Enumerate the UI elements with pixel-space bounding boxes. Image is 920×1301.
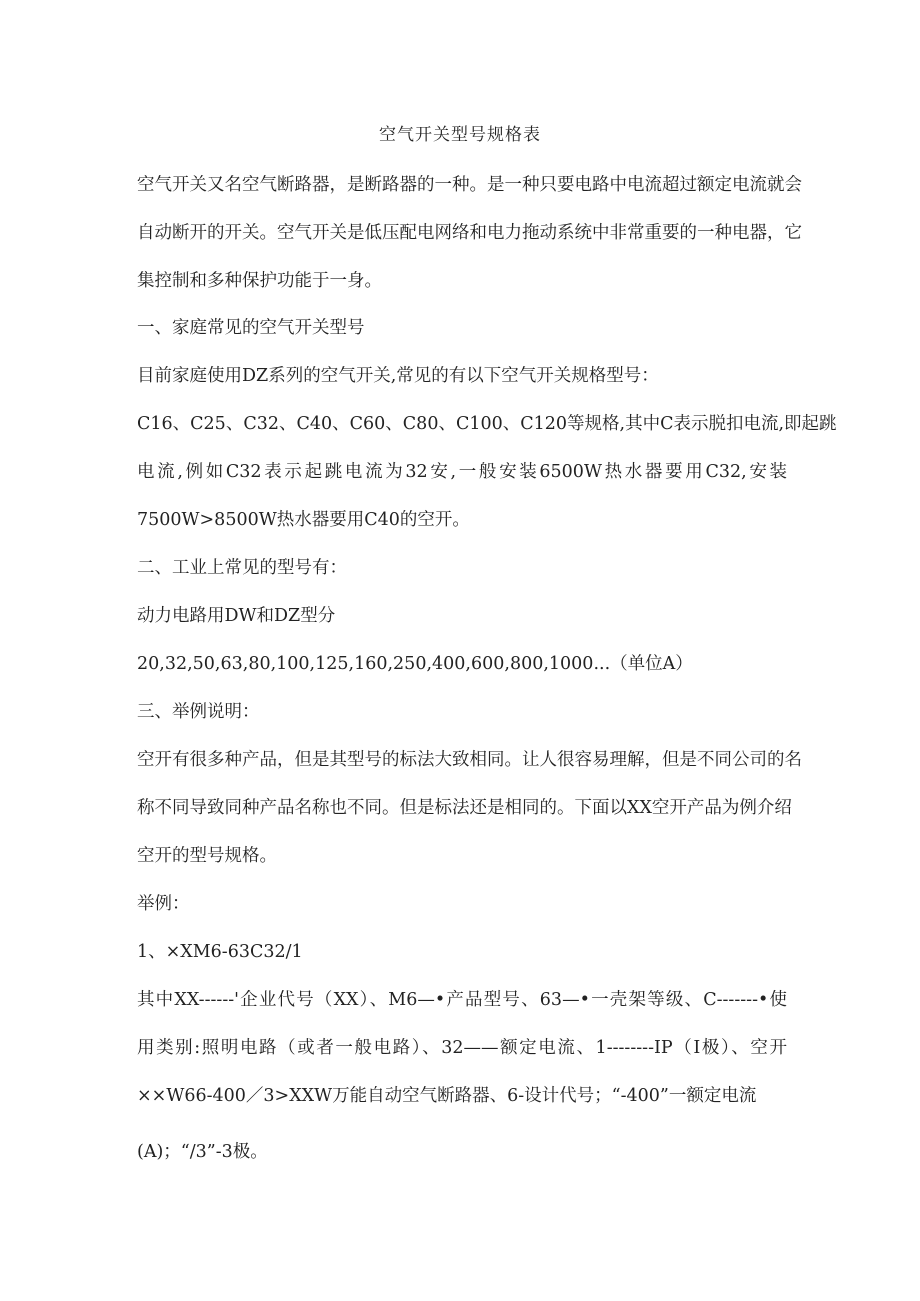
paragraph-line: C16、C25、C32、C40、C60、C80、C100、C120等规格,其中C表示脱扣电流,即起跳 (137, 414, 837, 434)
paragraph-line: 动力电路用DW和DZ型分 (137, 606, 336, 626)
paragraph-line: 电流,例如C32表示起跳电流为32安,一般安装6500W热水器要用C32,安装 (137, 462, 787, 482)
intro-line-2: 自动断开的开关。空气开关是低压配电网络和电力拖动系统中非常重要的一种电器，它 (137, 223, 802, 243)
paragraph-line: 20,32,50,63,80,100,125,160,250,400,600,800,1000...（单位A） (137, 654, 693, 674)
paragraph-line: 目前家庭使用DZ系列的空气开关,常见的有以下空气开关规格型号： (137, 366, 659, 386)
paragraph-line: 空开有很多种产品，但是其型号的标法大致相同。让人很容易理解，但是不同公司的名 (137, 750, 802, 770)
paragraph-line: 其中XX------'企业代号（XX）、M6—•产品型号、63—•一壳架等级、C-------•使 (137, 990, 787, 1010)
document-title: 空气开关型号规格表 (379, 125, 541, 145)
paragraph-line: 用类别:照明电路（或者一般电路）、32——额定电流、1--------IP（I极）、空开 (137, 1038, 787, 1058)
section-heading-1: 一、家庭常见的空气开关型号 (137, 318, 365, 338)
paragraph-line: (A)；“/3”-3极。 (137, 1142, 268, 1162)
example-heading: 举例： (137, 894, 190, 914)
example-model: 1、×XM6-63C32/1 (137, 942, 303, 962)
section-heading-3: 三、举例说明： (137, 702, 260, 722)
paragraph-line: 7500W>8500W热水器要用C40的空开。 (137, 510, 470, 530)
paragraph-line: 称不同导致同种产品名称也不同。但是标法还是相同的。下面以XX空开产品为例介绍 (137, 798, 792, 818)
paragraph-line: 空开的型号规格。 (137, 846, 277, 866)
paragraph-line: ××W66-400／3>XXW万能自动空气断路器、6-设计代号；“-400”一额定电流 (137, 1086, 757, 1106)
intro-line-3: 集控制和多种保护功能于一身。 (137, 271, 382, 291)
intro-line-1: 空气开关又名空气断路器，是断路器的一种。是一种只要电路中电流超过额定电流就会 (137, 175, 802, 195)
section-heading-2: 二、工业上常见的型号有： (137, 558, 347, 578)
